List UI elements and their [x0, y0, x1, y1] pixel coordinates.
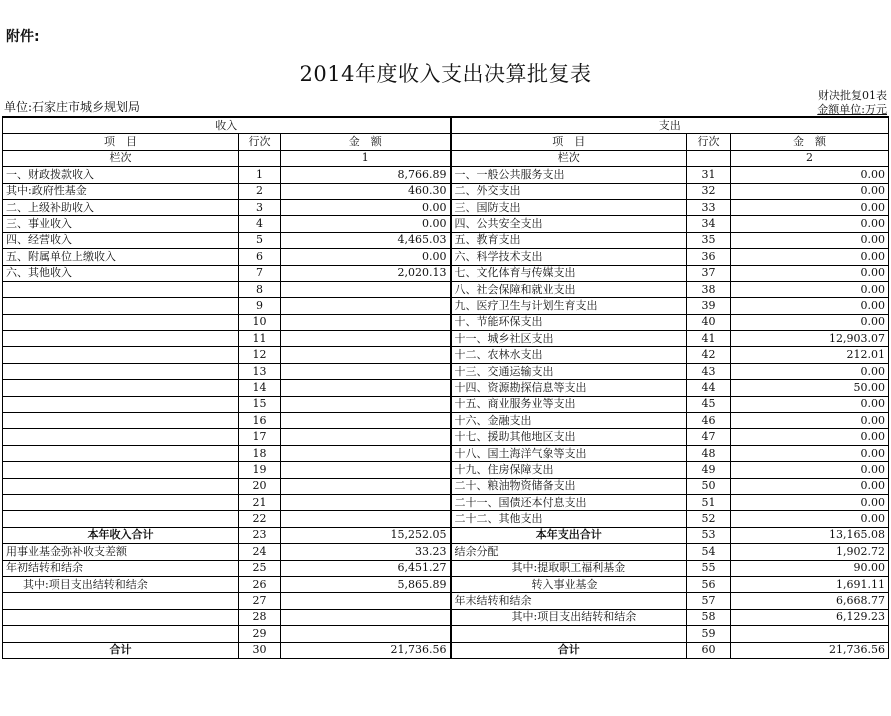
table-row [3, 494, 889, 510]
income-amount-cell [281, 429, 451, 445]
expense-amount-cell: 0.00 [731, 478, 889, 494]
table-row [3, 183, 889, 199]
income-amount-cell [281, 380, 451, 396]
expense-amount-cell: 0.00 [731, 249, 889, 265]
expense-item-cell: 本年支出合计 [451, 527, 687, 543]
income-amount-cell [281, 609, 451, 625]
column-header-row [3, 134, 889, 150]
income-item-cell: 六、其他收入 [3, 265, 239, 281]
income-amount-cell [281, 331, 451, 347]
expense-item-cell: 六、科学技术支出 [451, 249, 687, 265]
expense-item-cell: 十九、住房保障支出 [451, 462, 687, 478]
expense-amount-cell: 212.01 [731, 347, 889, 363]
table-row [3, 478, 889, 494]
expense-amount-cell: 0.00 [731, 396, 889, 412]
attachment-label: 附件: [6, 29, 40, 45]
expense-amount-cell: 1,902.72 [731, 544, 889, 560]
expense-amount-cell: 0.00 [731, 429, 889, 445]
expense-line-cell: 44 [687, 380, 731, 396]
expense-amount-cell: 6,668.77 [731, 593, 889, 609]
income-line-cell: 1 [239, 167, 281, 183]
table-row [3, 576, 889, 592]
expense-amount-cell: 0.00 [731, 462, 889, 478]
expense-item-cell: 十五、商业服务业等支出 [451, 396, 687, 412]
income-amount-cell [281, 298, 451, 314]
expense-item-cell: 十一、城乡社区支出 [451, 331, 687, 347]
table-row [3, 314, 889, 330]
expense-item-cell: 十八、国土海洋气象等支出 [451, 445, 687, 461]
income-amount-cell: 2,020.13 [281, 265, 451, 281]
income-item-cell [3, 347, 239, 363]
table-row [3, 331, 889, 347]
expense-amount-cell: 1,691.11 [731, 576, 889, 592]
expense-item-cell [451, 626, 687, 642]
table-row [3, 527, 889, 543]
expense-line-cell: 38 [687, 281, 731, 297]
table-row [3, 560, 889, 576]
income-amount-cell [281, 347, 451, 363]
income-amount-cell [281, 462, 451, 478]
income-amount-header: 金 额 [281, 134, 451, 150]
expense-line-cell: 47 [687, 429, 731, 445]
expense-amount-cell: 0.00 [731, 281, 889, 297]
expense-line-cell: 37 [687, 265, 731, 281]
expense-line-cell: 35 [687, 232, 731, 248]
income-line-cell: 26 [239, 576, 281, 592]
income-line-cell: 6 [239, 249, 281, 265]
expense-item-cell: 结余分配 [451, 544, 687, 560]
budget-table [2, 116, 889, 659]
expense-amount-cell: 21,736.56 [731, 642, 889, 658]
income-line-cell: 28 [239, 609, 281, 625]
income-item-cell: 五、附属单位上缴收入 [3, 249, 239, 265]
expense-item-cell: 合计 [451, 642, 687, 658]
income-line-cell: 20 [239, 478, 281, 494]
table-row [3, 167, 889, 183]
income-column-number: 1 [281, 150, 451, 166]
expense-line-cell: 56 [687, 576, 731, 592]
expense-item-cell: 二十、粮油物资储备支出 [451, 478, 687, 494]
expense-line-cell: 58 [687, 609, 731, 625]
income-item-cell: 年初结转和结余 [3, 560, 239, 576]
expense-amount-cell: 0.00 [731, 413, 889, 429]
expense-line-cell: 46 [687, 413, 731, 429]
income-amount-cell: 0.00 [281, 216, 451, 232]
income-item-cell [3, 314, 239, 330]
income-item-cell: 本年收入合计 [3, 527, 239, 543]
income-line-cell: 30 [239, 642, 281, 658]
expense-line-cell: 43 [687, 363, 731, 379]
table-row [3, 380, 889, 396]
expense-amount-cell: 0.00 [731, 363, 889, 379]
expense-line-cell: 59 [687, 626, 731, 642]
income-column-label: 栏次 [3, 150, 239, 166]
income-line-cell: 5 [239, 232, 281, 248]
expense-line-cell: 60 [687, 642, 731, 658]
amount-unit: 金额单位:万元 [817, 103, 887, 116]
income-line-cell: 22 [239, 511, 281, 527]
expense-item-cell: 二、外交支出 [451, 183, 687, 199]
expense-line-cell: 39 [687, 298, 731, 314]
income-amount-cell: 4,465.03 [281, 232, 451, 248]
expense-amount-cell: 0.00 [731, 216, 889, 232]
income-amount-cell [281, 314, 451, 330]
expense-item-cell: 七、文化体育与传媒支出 [451, 265, 687, 281]
expense-amount-cell: 0.00 [731, 183, 889, 199]
income-line-cell: 11 [239, 331, 281, 347]
expense-item-cell: 三、国防支出 [451, 199, 687, 215]
expense-line-cell: 48 [687, 445, 731, 461]
income-header: 收入 [3, 117, 451, 134]
income-line-cell: 17 [239, 429, 281, 445]
table-row [3, 609, 889, 625]
expense-amount-cell [731, 626, 889, 642]
expense-line-cell: 52 [687, 511, 731, 527]
income-line-cell: 13 [239, 363, 281, 379]
income-item-cell [3, 445, 239, 461]
income-line-cell: 12 [239, 347, 281, 363]
expense-item-cell: 五、教育支出 [451, 232, 687, 248]
expense-line-cell: 36 [687, 249, 731, 265]
table-row [3, 298, 889, 314]
expense-header: 支出 [451, 117, 889, 134]
expense-amount-cell: 6,129.23 [731, 609, 889, 625]
table-row [3, 413, 889, 429]
income-line-cell: 9 [239, 298, 281, 314]
income-item-header: 项 目 [3, 134, 239, 150]
income-amount-cell: 5,865.89 [281, 576, 451, 592]
income-amount-cell: 6,451.27 [281, 560, 451, 576]
income-amount-cell: 8,766.89 [281, 167, 451, 183]
expense-line-cell: 32 [687, 183, 731, 199]
income-amount-cell [281, 396, 451, 412]
income-item-cell [3, 331, 239, 347]
expense-item-cell: 一、一般公共服务支出 [451, 167, 687, 183]
income-item-cell: 其中:政府性基金 [3, 183, 239, 199]
table-row [3, 429, 889, 445]
income-item-cell: 四、经营收入 [3, 232, 239, 248]
expense-column-label: 栏次 [451, 150, 687, 166]
income-amount-cell [281, 281, 451, 297]
document-title: 2014年度收入支出决算批复表 [299, 62, 592, 86]
income-item-cell [3, 626, 239, 642]
expense-line-cell: 41 [687, 331, 731, 347]
income-item-cell [3, 380, 239, 396]
expense-amount-cell: 50.00 [731, 380, 889, 396]
expense-amount-cell: 0.00 [731, 265, 889, 281]
income-line-cell: 24 [239, 544, 281, 560]
table-row [3, 462, 889, 478]
income-amount-cell: 0.00 [281, 249, 451, 265]
table-row [3, 445, 889, 461]
income-amount-cell [281, 478, 451, 494]
income-line-cell: 2 [239, 183, 281, 199]
income-item-cell: 其中:项目支出结转和结余 [3, 576, 239, 592]
expense-line-cell: 33 [687, 199, 731, 215]
section-header-row [3, 117, 889, 134]
expense-amount-cell: 13,165.08 [731, 527, 889, 543]
income-item-cell: 用事业基金弥补收支差额 [3, 544, 239, 560]
income-line-cell: 7 [239, 265, 281, 281]
expense-amount-cell: 0.00 [731, 199, 889, 215]
unit-label: 单位:石家庄市城乡规划局 [4, 100, 141, 114]
expense-amount-cell: 0.00 [731, 298, 889, 314]
table-row [3, 249, 889, 265]
table-row [3, 642, 889, 658]
table-row [3, 396, 889, 412]
expense-amount-header: 金 额 [731, 134, 889, 150]
income-line-blank [239, 150, 281, 166]
income-amount-cell [281, 494, 451, 510]
form-code-block [817, 89, 887, 117]
income-line-cell: 8 [239, 281, 281, 297]
table-row [3, 626, 889, 642]
expense-line-header: 行次 [687, 134, 731, 150]
income-item-cell [3, 429, 239, 445]
table-row [3, 544, 889, 560]
income-line-cell: 14 [239, 380, 281, 396]
income-line-cell: 29 [239, 626, 281, 642]
column-number-row [3, 150, 889, 166]
income-amount-cell: 21,736.56 [281, 642, 451, 658]
expense-item-cell: 十二、农林水支出 [451, 347, 687, 363]
form-code: 财决批复01表 [818, 89, 887, 102]
expense-item-cell: 十七、援助其他地区支出 [451, 429, 687, 445]
income-line-cell: 23 [239, 527, 281, 543]
expense-amount-cell: 0.00 [731, 494, 889, 510]
income-item-cell [3, 363, 239, 379]
table-row [3, 265, 889, 281]
income-amount-cell [281, 363, 451, 379]
expense-item-cell: 十、节能环保支出 [451, 314, 687, 330]
expense-item-cell: 四、公共安全支出 [451, 216, 687, 232]
income-line-cell: 25 [239, 560, 281, 576]
income-line-cell: 4 [239, 216, 281, 232]
table-row [3, 593, 889, 609]
income-item-cell [3, 494, 239, 510]
expense-item-cell: 其中:项目支出结转和结余 [451, 609, 687, 625]
expense-line-cell: 31 [687, 167, 731, 183]
expense-line-cell: 40 [687, 314, 731, 330]
table-row [3, 363, 889, 379]
income-item-cell [3, 396, 239, 412]
expense-amount-cell: 0.00 [731, 445, 889, 461]
income-line-cell: 18 [239, 445, 281, 461]
expense-amount-cell: 0.00 [731, 511, 889, 527]
income-item-cell [3, 298, 239, 314]
income-item-cell [3, 413, 239, 429]
expense-line-cell: 57 [687, 593, 731, 609]
income-amount-cell: 0.00 [281, 199, 451, 215]
table-row [3, 281, 889, 297]
income-item-cell [3, 281, 239, 297]
expense-line-cell: 53 [687, 527, 731, 543]
table-row [3, 199, 889, 215]
expense-line-cell: 45 [687, 396, 731, 412]
expense-line-cell: 50 [687, 478, 731, 494]
expense-line-blank [687, 150, 731, 166]
expense-item-cell: 二十一、国债还本付息支出 [451, 494, 687, 510]
expense-amount-cell: 12,903.07 [731, 331, 889, 347]
expense-item-cell: 九、医疗卫生与计划生育支出 [451, 298, 687, 314]
expense-line-cell: 51 [687, 494, 731, 510]
income-item-cell: 合计 [3, 642, 239, 658]
income-line-cell: 21 [239, 494, 281, 510]
income-line-cell: 15 [239, 396, 281, 412]
table-row [3, 511, 889, 527]
expense-line-cell: 34 [687, 216, 731, 232]
expense-line-cell: 49 [687, 462, 731, 478]
expense-amount-cell: 90.00 [731, 560, 889, 576]
income-item-cell: 三、事业收入 [3, 216, 239, 232]
income-line-header: 行次 [239, 134, 281, 150]
income-item-cell [3, 593, 239, 609]
expense-item-cell: 二十二、其他支出 [451, 511, 687, 527]
income-amount-cell: 33.23 [281, 544, 451, 560]
income-item-cell [3, 462, 239, 478]
expense-item-cell: 十四、资源勘探信息等支出 [451, 380, 687, 396]
expense-amount-cell: 0.00 [731, 167, 889, 183]
expense-item-cell: 八、社会保障和就业支出 [451, 281, 687, 297]
income-amount-cell [281, 413, 451, 429]
table-row [3, 347, 889, 363]
income-item-cell [3, 609, 239, 625]
expense-line-cell: 55 [687, 560, 731, 576]
expense-item-cell: 其中:提取职工福利基金 [451, 560, 687, 576]
income-item-cell: 二、上级补助收入 [3, 199, 239, 215]
expense-amount-cell: 0.00 [731, 314, 889, 330]
income-amount-cell [281, 626, 451, 642]
expense-item-cell: 十六、金融支出 [451, 413, 687, 429]
income-line-cell: 10 [239, 314, 281, 330]
income-line-cell: 16 [239, 413, 281, 429]
income-line-cell: 19 [239, 462, 281, 478]
expense-line-cell: 42 [687, 347, 731, 363]
table-row [3, 216, 889, 232]
expense-line-cell: 54 [687, 544, 731, 560]
income-amount-cell [281, 445, 451, 461]
income-line-cell: 27 [239, 593, 281, 609]
income-amount-cell [281, 511, 451, 527]
expense-item-cell: 年末结转和结余 [451, 593, 687, 609]
income-line-cell: 3 [239, 199, 281, 215]
income-item-cell [3, 478, 239, 494]
expense-amount-cell: 0.00 [731, 232, 889, 248]
income-item-cell [3, 511, 239, 527]
expense-item-cell: 十三、交通运输支出 [451, 363, 687, 379]
income-amount-cell [281, 593, 451, 609]
income-amount-cell: 460.30 [281, 183, 451, 199]
expense-column-number: 2 [731, 150, 889, 166]
income-amount-cell: 15,252.05 [281, 527, 451, 543]
income-item-cell: 一、财政拨款收入 [3, 167, 239, 183]
expense-item-cell: 转入事业基金 [451, 576, 687, 592]
table-row [3, 232, 889, 248]
expense-item-header: 项 目 [451, 134, 687, 150]
